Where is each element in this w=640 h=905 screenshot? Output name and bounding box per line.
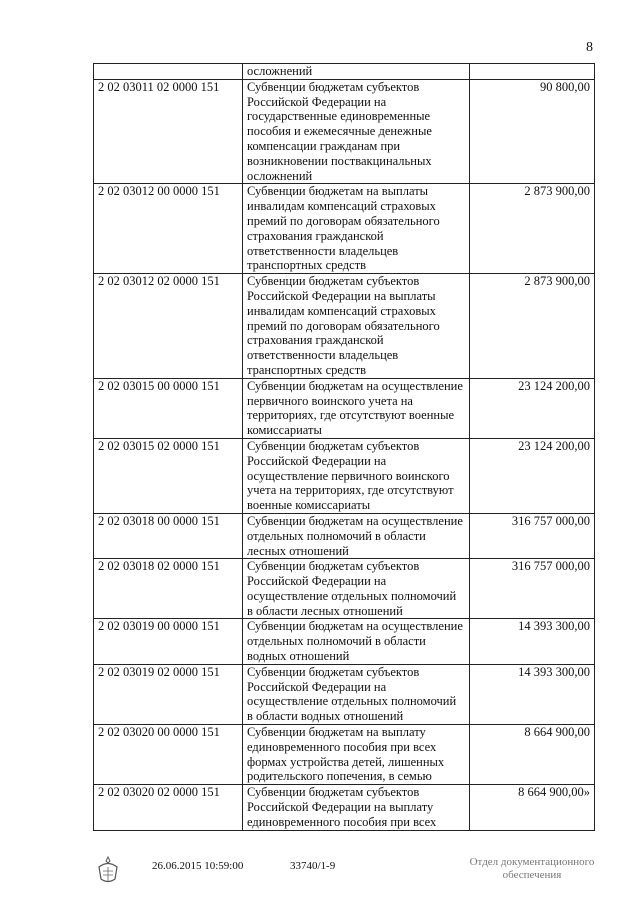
row-code: 2 02 03012 00 0000 151 — [94, 184, 243, 274]
table-row — [94, 64, 595, 80]
row-amount: 14 393 300,00 — [470, 664, 595, 724]
row-description: Субвенции бюджетам на осуществление отдельных полномочий в области водных отношений — [243, 619, 470, 664]
row-description: Субвенции бюджетам субъектов Российской Федерации на государственные единовременные пособия и ежемесячные денежные компенсации гражданам при возникновении поствакцинальных осложнений — [243, 79, 470, 184]
row-amount: 2 873 900,00 — [470, 184, 595, 274]
row-description: Субвенции бюджетам субъектов Российской Федерации на осуществление отдельных полномочий в области лесных отношений — [243, 559, 470, 619]
row-description: Субвенции бюджетам субъектов Российской Федерации на выплаты инвалидам компенсаций страховых премий по договорам обязательного страхования гражданской ответственности владельцев транспортных средств — [243, 274, 470, 379]
budget-table — [93, 63, 595, 831]
row-amount: 23 124 200,00 — [470, 438, 595, 513]
table-row — [94, 664, 595, 724]
row-code — [94, 64, 243, 80]
row-description: Субвенции бюджетам на осуществление отдельных полномочий в области лесных отношений — [243, 513, 470, 558]
row-code: 2 02 03019 00 0000 151 — [94, 619, 243, 664]
table-row — [94, 274, 595, 379]
row-amount: 8 664 900,00» — [470, 785, 595, 830]
row-code: 2 02 03020 02 0000 151 — [94, 785, 243, 830]
table-row — [94, 785, 595, 830]
row-amount: 14 393 300,00 — [470, 619, 595, 664]
footer-doc-number: 33740/1-9 — [290, 860, 336, 872]
row-description: Субвенции бюджетам субъектов Российской Федерации на осуществление отдельных полномочий в области водных отношений — [243, 664, 470, 724]
row-amount: 316 757 000,00 — [470, 513, 595, 558]
row-code: 2 02 03015 00 0000 151 — [94, 378, 243, 438]
row-amount: 90 800,00 — [470, 79, 595, 184]
row-description: Субвенции бюджетам на осуществление первичного воинского учета на территориях, где отсутствуют военные комиссариаты — [243, 378, 470, 438]
row-description: Субвенции бюджетам субъектов Российской Федерации на осуществление первичного воинского учета на территориях, где отсутствуют военные комиссариаты — [243, 438, 470, 513]
table-row — [94, 79, 595, 184]
table-row — [94, 438, 595, 513]
row-amount: 316 757 000,00 — [470, 559, 595, 619]
row-code: 2 02 03011 02 0000 151 — [94, 79, 243, 184]
table-row — [94, 378, 595, 438]
table-row — [94, 184, 595, 274]
page-number: 8 — [586, 40, 593, 55]
table-row — [94, 619, 595, 664]
row-code: 2 02 03015 02 0000 151 — [94, 438, 243, 513]
row-amount: 23 124 200,00 — [470, 378, 595, 438]
footer-office-line2: обеспечения — [502, 869, 562, 881]
row-code: 2 02 03018 02 0000 151 — [94, 559, 243, 619]
row-code: 2 02 03019 02 0000 151 — [94, 664, 243, 724]
table-row — [94, 559, 595, 619]
row-amount — [470, 64, 595, 80]
row-description: осложнений — [243, 64, 470, 80]
coat-of-arms-icon — [95, 855, 121, 885]
row-code: 2 02 03012 02 0000 151 — [94, 274, 243, 379]
footer-office — [452, 856, 612, 882]
row-description: Субвенции бюджетам на выплату единовременного пособия при всех формах устройства детей, лишенных родительского попечения, в семью — [243, 725, 470, 785]
row-amount: 8 664 900,00 — [470, 725, 595, 785]
table-row — [94, 513, 595, 558]
footer-date: 26.06.2015 10:59:00 — [152, 860, 244, 872]
row-amount: 2 873 900,00 — [470, 274, 595, 379]
table-row — [94, 725, 595, 785]
row-code: 2 02 03018 00 0000 151 — [94, 513, 243, 558]
row-code: 2 02 03020 00 0000 151 — [94, 725, 243, 785]
row-description: Субвенции бюджетам субъектов Российской Федерации на выплату единовременного пособия при всех — [243, 785, 470, 830]
row-description: Субвенции бюджетам на выплаты инвалидам компенсаций страховых премий по договорам обязательного страхования гражданской ответственности владельцев транспортных средств — [243, 184, 470, 274]
footer-office-line1: Отдел документационного — [469, 856, 595, 868]
